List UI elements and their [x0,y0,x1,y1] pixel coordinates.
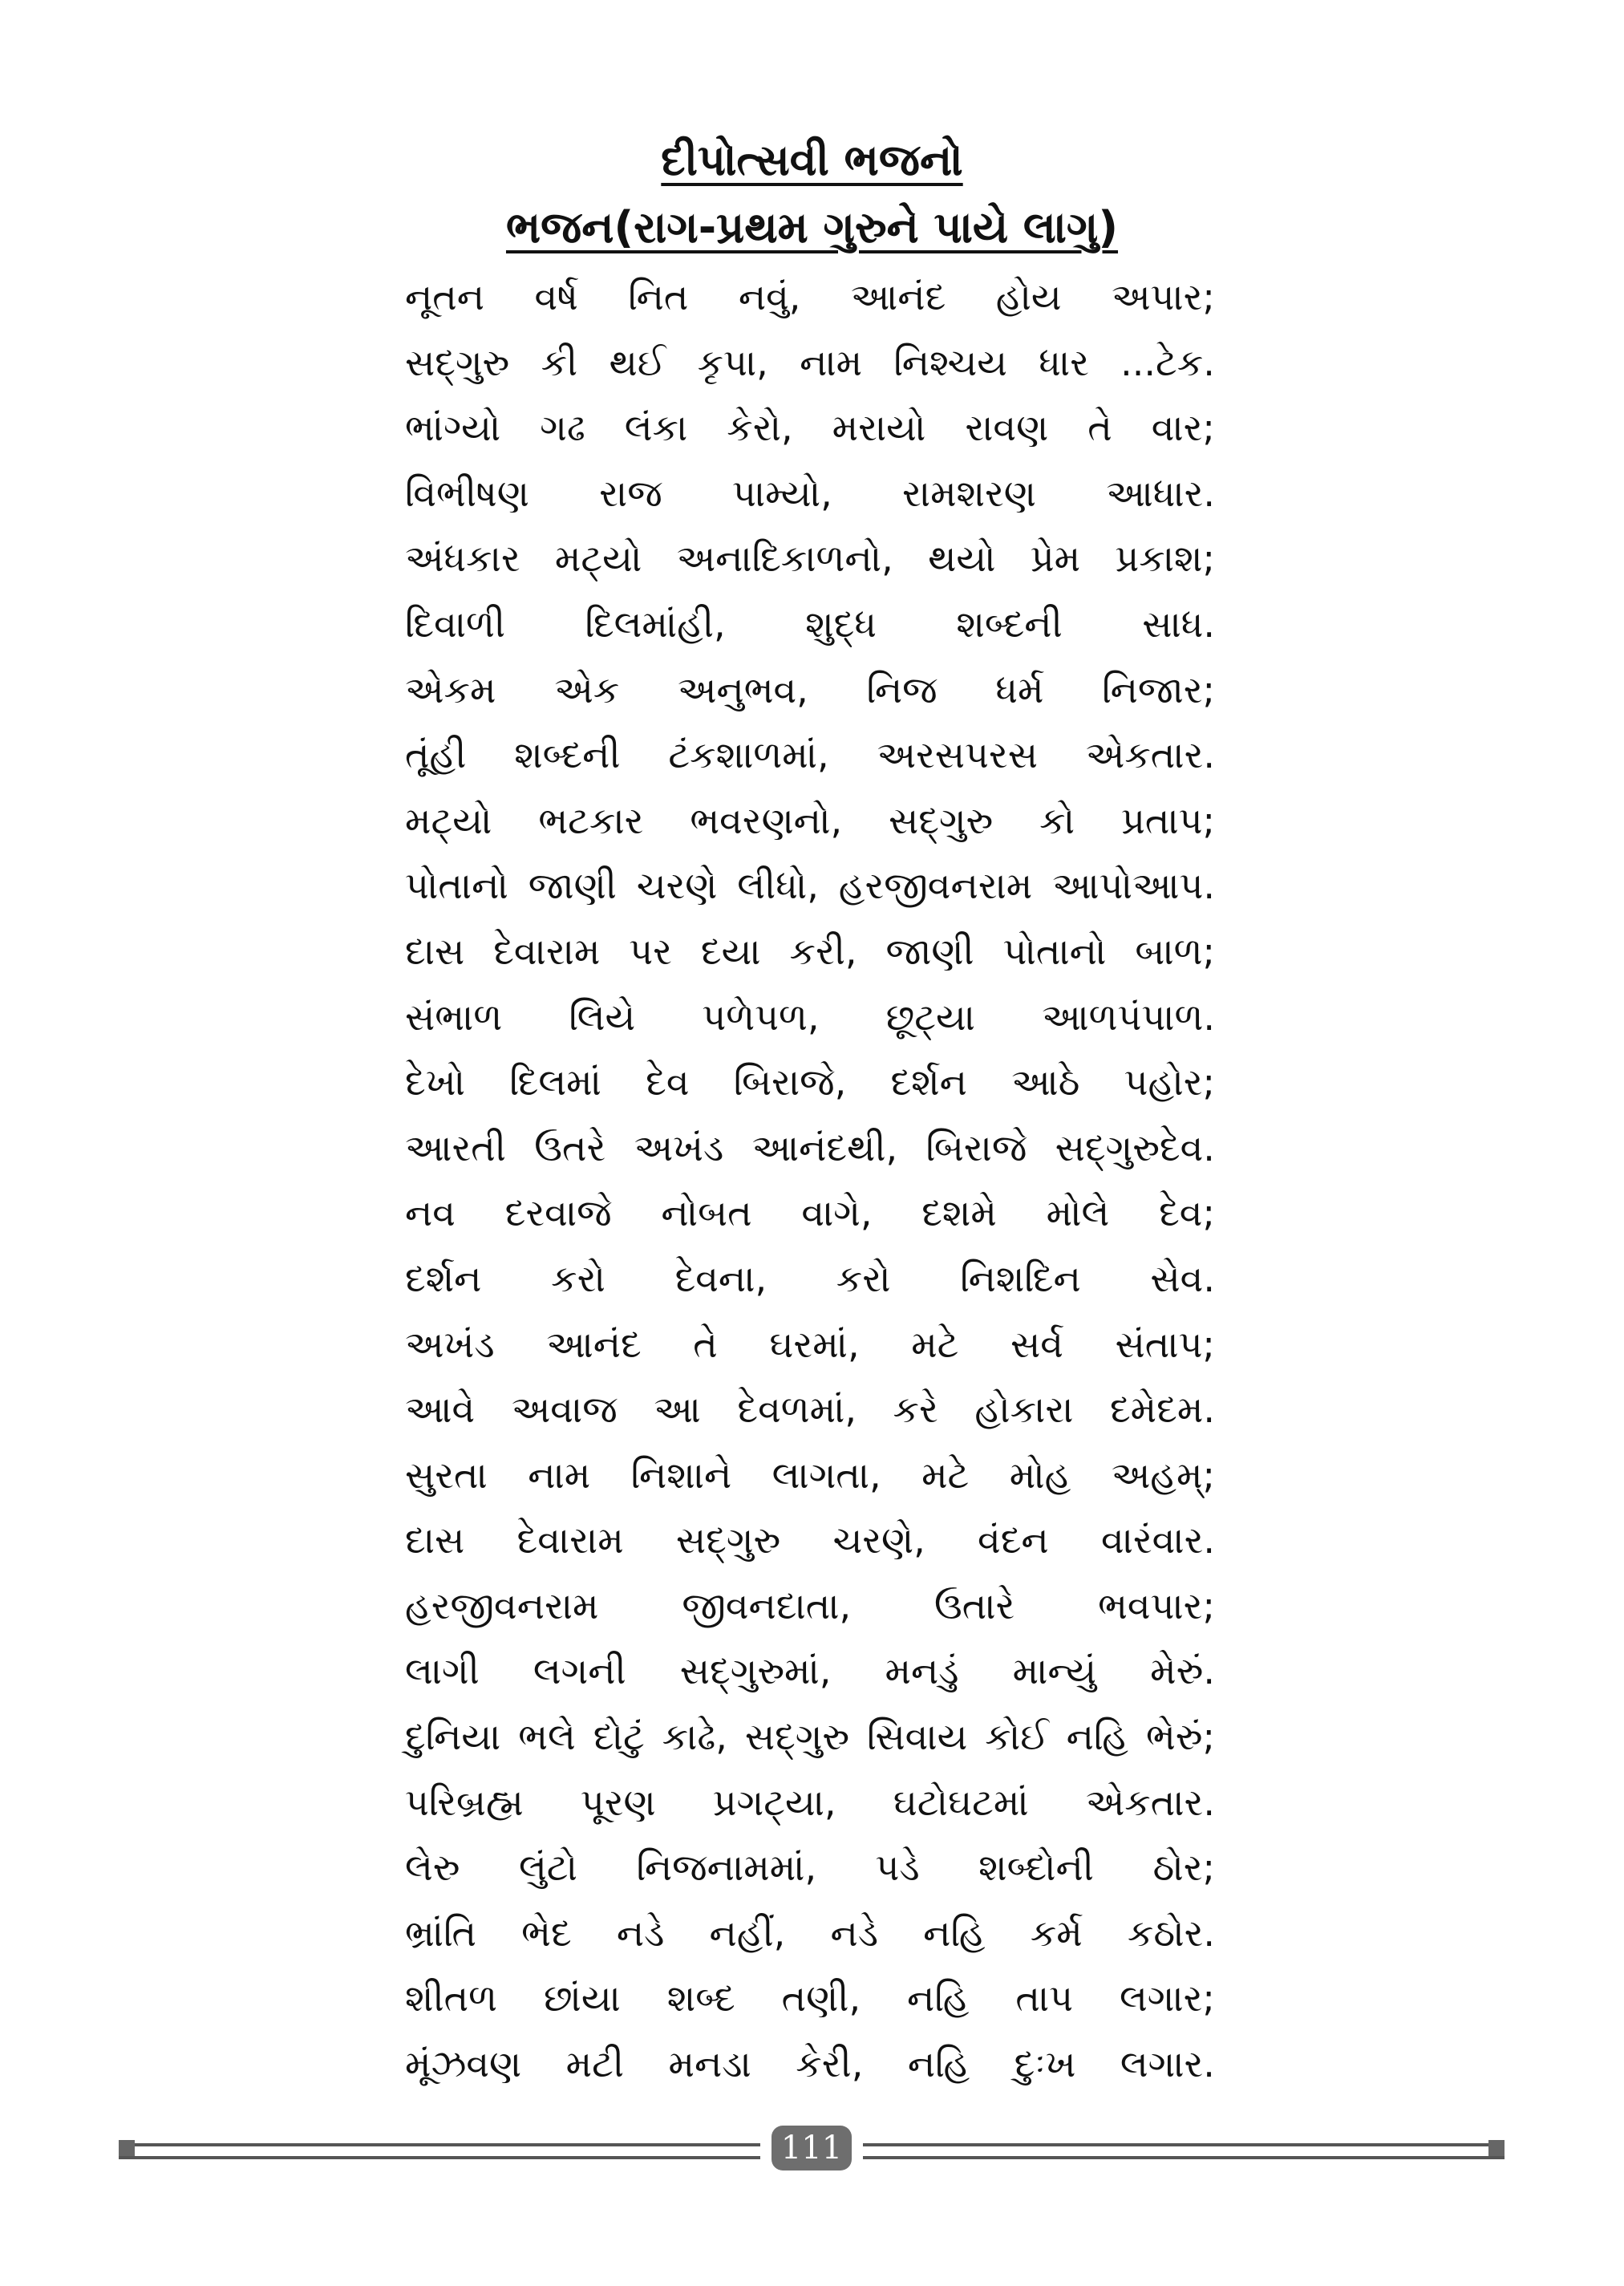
bhajan-subtitle: ભજન(રાગ-પ્રથમ ગુરુને પાયે લાગુ) [505,202,1119,253]
verse-word: અખંડ [405,1322,495,1366]
verse-word: સિવાય [867,1715,968,1759]
verse-word: દાસ [405,1518,465,1563]
verse-word: પરિબ્રહ્મ [405,1780,524,1824]
verse-word: અપાર; [1111,275,1215,318]
verse-word: લગની [533,1649,626,1693]
verse-word: પ્રેમ [1030,537,1081,581]
verse-word: ઘટોઘટમાં [893,1780,1029,1824]
verse-word: દયા [700,929,761,973]
verse-word: ભેદ [521,1911,572,1955]
verse-line [405,658,1215,723]
verse-word: કૃપા, [697,340,768,384]
verse-line [405,1770,1215,1836]
verse-word: અવાજ [511,1388,618,1432]
verse-word: મટે [911,1322,959,1366]
verse-word: વારંવાર. [1100,1518,1215,1563]
verse-word: આઠે [1011,1060,1080,1104]
verse-line [405,1639,1215,1704]
verse-word: બાળ; [1135,929,1215,973]
verse-word: નિજાર; [1102,667,1215,711]
verse-word: મેરું. [1150,1649,1215,1693]
verse-line [405,1443,1215,1509]
verse-word: થયો [928,537,996,581]
verse-word: શબ્દ [666,1976,735,2021]
verse-word: એકમ [405,667,496,711]
verse-word: મોલે [1046,1191,1110,1235]
verse-line [405,1312,1215,1378]
verse-word: તે [1087,406,1112,450]
verse-word: કરો [551,1256,605,1300]
verse-word: દરવાજે [504,1191,612,1235]
verse-word: નવ [405,1191,456,1235]
verse-word: તાપ [1015,1976,1074,2021]
verse-word: આપોઆપ. [1052,864,1215,908]
verse-word: ભાંગ્યો [405,406,501,450]
verse-word: આધાર. [1106,471,1215,515]
verse-word: કો [1039,798,1075,842]
verse-word: રાજ [599,471,662,515]
verse-word: શબ્દોની [978,1846,1094,1890]
verse-word: સદ્ગુરુમાં, [679,1649,832,1693]
verse-word: કેરો, [727,406,793,450]
verse-word: તે [693,1322,718,1366]
verse-line [405,461,1215,527]
verse-word: પ્રગટ્યા, [712,1780,836,1824]
verse-line [405,330,1215,396]
verse-word: ઠોર; [1152,1846,1215,1890]
verse-line [405,1901,1215,1967]
verse-word: કર્મ [1030,1911,1083,1955]
verse-word: એક [554,667,620,711]
verse-word: આનંદ [850,275,946,318]
verse-word: સદ્ગુરુ [888,798,994,842]
verse-word: આવે [405,1388,476,1432]
verse-line [405,592,1215,658]
verse-word: નહીં, [709,1911,786,1955]
verse-word: હરજીવનરામ [405,1583,599,1627]
verse-word: પ્રકાશ; [1115,537,1215,581]
verse-word: નહિ [907,2042,970,2086]
verse-word: આ [654,1388,701,1432]
verse-word: દિલમાંહી, [585,602,726,646]
verse-line [405,1377,1215,1443]
verse-word: તૂંહી [405,733,467,777]
verse-word: એકતાર. [1085,733,1215,777]
verse-word: વર્ષ [534,275,578,318]
verse-word: આનંદ [546,1322,642,1366]
verse-line [405,1966,1215,2032]
verse-word: ગઢ [540,406,585,450]
verse-word: શીતળ [405,1976,498,2021]
verse-word: દર્શન [405,1256,482,1300]
verse-word: નિજ [866,667,938,711]
verse-word: દિવાળી [405,602,506,646]
verse-word: નડે [616,1911,665,1955]
verse-line [405,1574,1215,1640]
verse-word: હોય [995,275,1062,318]
verse-word: નવું, [738,275,801,318]
verse-word: નામ [800,340,863,384]
verse-word: પર [629,929,672,973]
verse-word: કાઢે, [662,1715,727,1759]
verse-word: છાંયા [544,1976,621,2021]
page-number: 111 [772,2126,852,2170]
verse-word: હોકારા [974,1388,1074,1432]
verse-line [405,1704,1215,1770]
verse-word: નહિ [1066,1715,1129,1759]
verse-word: લગાર. [1120,2042,1215,2086]
verse-word: ...ટેક. [1120,340,1215,384]
verse-word: લેરુ [405,1846,460,1890]
verse-word: નામ [528,1453,591,1497]
verse-word: સદ્ગુરુ [405,340,510,384]
verse-word: ઉતરે [534,1125,606,1169]
verse-word: હરજીવનરામ [838,864,1033,908]
verse-line [405,526,1215,592]
verse-word: દોટું [593,1715,645,1759]
verse-word: મટ્યો [554,537,642,581]
verse-word: દુનિયા [405,1715,501,1759]
footer-rule-cap-left [119,2140,135,2156]
verse-word: મટી [565,2042,625,2086]
verse-word: જીવનદાતા, [682,1583,852,1627]
verse-line [405,1116,1215,1182]
verse-word: શબ્દની [514,733,621,777]
verse-word: વિભીષણ [405,471,529,515]
verse-word: લાગતા, [772,1453,881,1497]
verse-word: ધર્મ [995,667,1044,711]
verse-word: પડે [875,1846,920,1890]
verse-word: અરસપરસ [877,733,1038,777]
verse-word: નિજનામમાં, [636,1846,817,1890]
verse-word: નડે [830,1911,878,1955]
verse-word: દેવના, [674,1256,767,1300]
verse-line [405,1246,1215,1312]
verse-word: મનડું [885,1649,959,1693]
verse-word: વંદન [978,1518,1049,1563]
verse-line [405,1508,1215,1574]
verse-word: સેવ. [1150,1256,1215,1300]
verse-line [405,919,1215,985]
verse-word: વાર; [1151,406,1215,450]
footer-rule-right [863,2143,1505,2159]
verse-word: આનંદથી, [751,1125,898,1169]
verse-line [405,395,1215,461]
page-title: દીપોત્સવી ભજનો [661,135,963,185]
verse-word: દેવારામ [493,929,601,973]
verse-word: રાવણ [965,406,1049,450]
verse-word: ઘરમાં, [769,1322,860,1366]
verse-line [405,1181,1215,1246]
verse-word: લાગી [405,1649,480,1693]
verse-word: જાણી [885,929,974,973]
verse-word: નૂતન [405,275,485,318]
verse-block [405,265,1215,2098]
verse-word: મટ્યો [405,798,492,842]
verse-word: સાધ. [1142,602,1215,646]
footer-rule-left [119,2143,760,2159]
verse-word: ચરણે [636,864,718,908]
verse-word: દેવ; [1159,1191,1215,1235]
verse-word: કરી, [789,929,857,973]
verse-word: દશમે [921,1191,997,1235]
verse-word: થઈ [609,340,666,384]
verse-word: લીધો, [737,864,819,908]
verse-word: આરતી [405,1125,506,1169]
verse-line [405,1050,1215,1116]
verse-word: આળપંપાળ. [1042,995,1215,1039]
verse-word: દુઃખ [1014,2042,1076,2086]
verse-word: દર્શન [890,1060,967,1104]
verse-line [405,1835,1215,1901]
verse-word: પામ્યો, [732,471,832,515]
verse-word: સર્વ [1010,1322,1063,1366]
verse-word: અખંડ [634,1125,724,1169]
verse-word: કોઈ [985,1715,1049,1759]
verse-word: નિશ્ચય [893,340,1007,384]
verse-word: મરાયો [832,406,926,450]
verse-word: વાગે, [801,1191,873,1235]
verse-word: શબ્દની [956,602,1063,646]
verse-word: માન્યું [1012,1649,1097,1693]
verse-word: કઠોર. [1127,1911,1215,1955]
verse-word: સુરતા [405,1453,488,1497]
verse-word: અહમ્; [1111,1453,1215,1497]
verse-line [405,265,1215,330]
verse-word: રામશરણ [902,471,1036,515]
verse-word: કરો [836,1256,891,1300]
verse-word: કરે [893,1388,938,1432]
verse-word: મટે [921,1453,970,1497]
verse-word: અંધકાર [405,537,520,581]
verse-word: કેરી, [796,2042,864,2086]
verse-word: નિશાને [630,1453,732,1497]
verse-word: ભેરું; [1145,1715,1215,1759]
verse-word: સદ્ગુરુ [744,1715,850,1759]
verse-word: ધાર [1039,340,1089,384]
verse-word: નિશદિન [960,1256,1081,1300]
verse-word: અનાદિકાળનો, [676,537,893,581]
verse-word: જાણી [528,864,617,908]
verse-word: તણી, [781,1976,861,2021]
verse-word: બિરાજે [925,1125,1027,1169]
verse-word: પહોર; [1124,1060,1215,1104]
verse-word: છૂટ્યા [885,995,975,1039]
verse-word: કી [541,340,578,384]
verse-word: ભ્રાંતિ [405,1911,476,1955]
verse-word: નહિ [907,1976,970,2021]
verse-word: બિરાજે, [733,1060,847,1104]
verse-word: લુંટો [518,1846,578,1890]
verse-word: દેખો [405,1060,466,1104]
verse-word: ઉતારે [933,1583,1015,1627]
verse-line [405,788,1215,854]
verse-word: સંતાપ; [1115,1322,1215,1366]
verse-word: મૂંઝવણ [405,2042,522,2086]
verse-word: દેવળમાં, [737,1388,857,1432]
verse-word: દમેદમ. [1109,1388,1215,1432]
footer-rule-cap-right [1488,2140,1505,2156]
verse-line [405,2032,1215,2098]
verse-word: સદ્ગુરુ [675,1518,781,1563]
verse-word: એકતાર. [1085,1780,1215,1824]
verse-word: દિલમાં [509,1060,601,1104]
verse-word: પોતાનો [405,864,508,908]
verse-word: ભલે [518,1715,576,1759]
verse-word: પળેપળ, [702,995,820,1039]
verse-word: સદ્ગુરુદેવ. [1055,1125,1215,1169]
verse-line [405,723,1215,788]
verse-word: પ્રતાપ; [1121,798,1215,842]
verse-word: લંકા [624,406,688,450]
verse-word: શુદ્ધ [805,602,877,646]
verse-word: નહિ [923,1911,986,1955]
verse-word: દેવારામ [516,1518,624,1563]
verse-word: પોતાનો [1002,929,1107,973]
verse-word: પૂરણ [580,1780,656,1824]
verse-word: દાસ [405,929,465,973]
verse-word: ચરણે, [832,1518,925,1563]
verse-word: ભટકાર [538,798,644,842]
verse-word: નિત [628,275,689,318]
verse-word: નોબત [661,1191,752,1235]
verse-word: ભવરણનો, [690,798,843,842]
verse-word: મનડા [668,2042,751,2086]
verse-line [405,985,1215,1051]
page-footer [119,2126,1505,2170]
verse-line [405,853,1215,919]
verse-word: સંભાળ [405,995,503,1039]
verse-word: ભવપાર; [1098,1583,1215,1627]
verse-word: મોહ [1009,1453,1071,1497]
verse-word: દેવ [646,1060,690,1104]
verse-word: અનુભવ, [677,667,808,711]
verse-word: ટંકશાળમાં, [668,733,829,777]
verse-word: લગાર; [1120,1976,1215,2021]
verse-word: લિયે [569,995,636,1039]
